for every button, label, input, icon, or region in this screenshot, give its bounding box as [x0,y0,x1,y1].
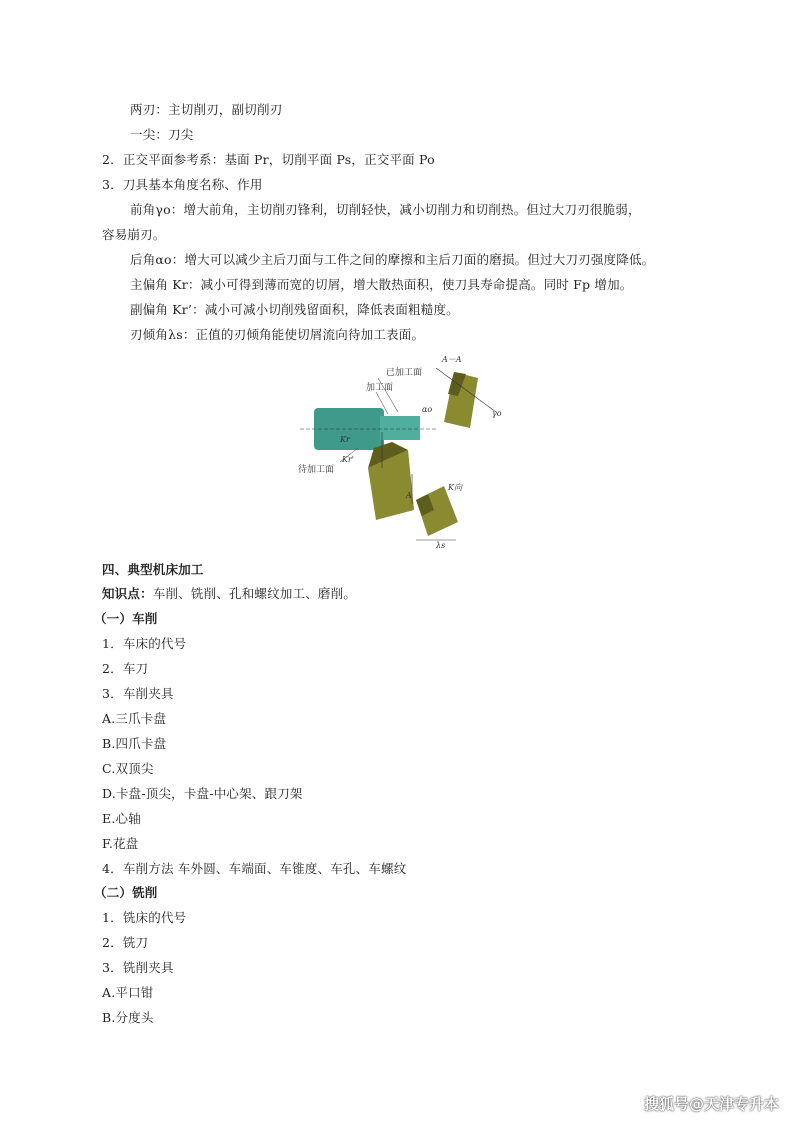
knowledge-text: 车削、铣削、孔和螺纹加工、磨削。 [152,586,357,601]
turning-item: C.双顶尖 [102,761,154,776]
symbol-kr: Kr [340,435,350,444]
label-cutting-surface: 加工面 [366,383,394,393]
milling-item: 2．铣刀 [102,935,149,950]
symbol-kr-minor: Kr' [342,455,354,464]
tool-angle-diagram [296,350,526,550]
rake-angle-line1: 前角γo：增大前角，主切削刃锋利，切削轻快，减小切削力和切削热。但过大刀刃很脆弱， [130,202,641,217]
milling-item: B.分度头 [102,1010,154,1025]
inclination-angle-line: 刃倾角λs：正值的刃倾角能使切屑流向待加工表面。 [130,327,425,342]
rake-angle-line2: 容易崩刃。 [102,227,166,242]
major-cutting-edge-angle-line: 主偏角 Kr：减小可得到薄而宽的切屑，增大散热面积，使刀具寿命提高。同时 Fp 增加。 [130,277,633,292]
turning-item: F.花盘 [102,836,139,851]
turning-item: 4．车削方法 车外圆、车端面、车锥度、车孔、车螺纹 [102,861,407,876]
turning-item: D.卡盘-顶尖，卡盘-中心架、跟刀架 [102,786,303,801]
symbol-gamma-o: γo [492,409,502,418]
turning-item: A.三爪卡盘 [102,711,167,726]
label-machined-surface: 已加工面 [386,368,423,378]
turning-item: B.四爪卡盘 [102,736,167,751]
two-edges-line: 两刃：主切削刃，副切削刃 [130,102,283,117]
milling-title: （二）铣削 [94,885,158,900]
turning-title: （一）车削 [94,611,158,626]
symbol-lambda-s: λs [436,541,446,550]
item-2-reference-system: 2．正交平面参考系：基面 Pr，切削平面 Ps，正交平面 Po [102,152,435,167]
milling-item: 1．铣床的代号 [102,910,187,925]
symbol-a: A [406,491,412,500]
milling-item: A.平口钳 [102,985,154,1000]
label-k-view: K向 [448,483,462,492]
clearance-angle-line: 后角αo：增大可以减少主后刀面与工件之间的摩擦和主后刀面的磨损。但过大刀刃强度降低。 [130,252,655,267]
one-tip-line: 一尖：刀尖 [130,127,194,142]
knowledge-label: 知识点： [102,586,153,601]
symbol-alpha-o: αo [422,405,433,414]
minor-cutting-edge-angle-line: 副偏角 Kr’：减小可减小切削残留面积，降低表面粗糙度。 [130,302,459,317]
knowledge-points-line [102,586,356,602]
milling-item: 3．铣削夹具 [102,960,174,975]
turning-item: 1．车床的代号 [102,636,187,651]
turning-item: 2．车刀 [102,661,149,676]
label-surface-to-machine: 待加工面 [298,465,335,475]
workpiece-small-cylinder [380,416,420,440]
label-section-a-a: A－A [442,355,462,364]
item-3-tool-angles: 3．刀具基本角度名称、作用 [102,177,263,192]
turning-item: 3．车削夹具 [102,686,174,701]
section-4-title: 四、典型机床加工 [102,562,204,577]
tool-angle-figure [296,350,526,550]
turning-item: E.心轴 [102,811,141,826]
watermark: 搜狐号@天津专升本 [643,1095,779,1113]
